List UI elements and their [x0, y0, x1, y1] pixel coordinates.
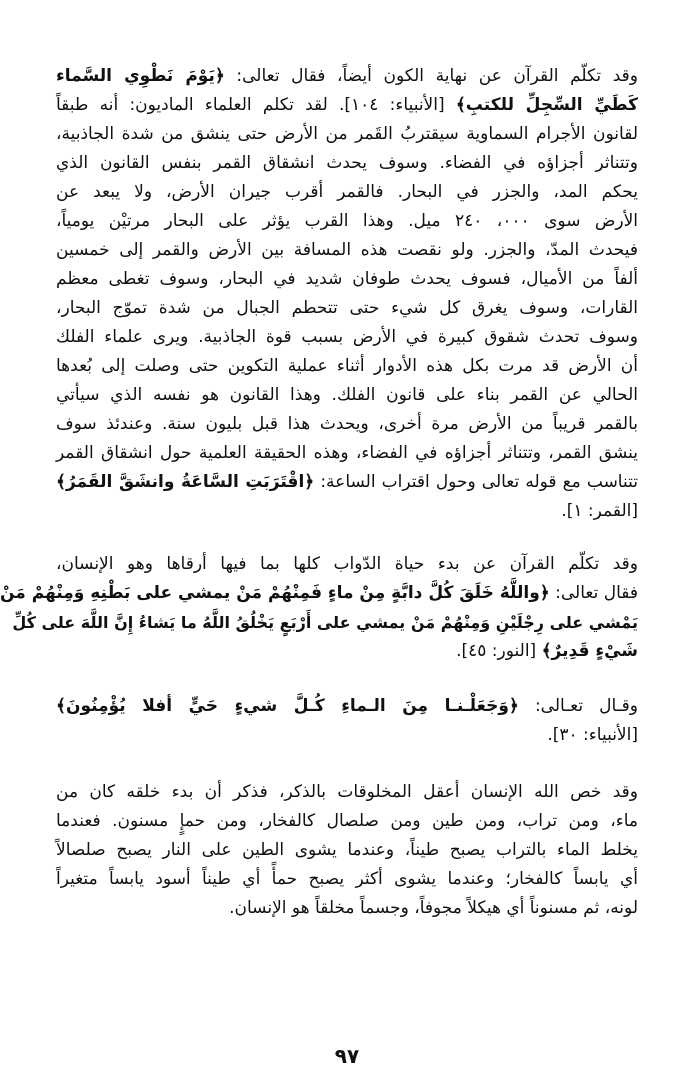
text-line	[56, 865, 638, 894]
text-line	[56, 894, 638, 923]
text-segment: يحكم المد، والجزر في البحار. فالقمر أقرب جيران الأرض، ولا يبعد عن	[56, 182, 638, 202]
text-line	[56, 468, 638, 497]
quran-verse: كَطَيِّ السِّجِلِّ للكتبِ﴾	[455, 95, 638, 115]
text-segment: [الأنبياء: ٣٠].	[547, 725, 638, 745]
quran-verse: شَيْءٍ قَدِيرٌ﴾	[541, 641, 638, 661]
text-segment: [النور: ٤٥].	[456, 641, 542, 661]
text-segment: وقد خص الله الإنسان أعقل المخلوقات بالذكر، فذكر أن بدء خلقه كان من	[56, 782, 638, 802]
quran-verse: ﴿اقْتَرَبَتِ السَّاعَةُ وانشَقَّ القَمَرُ﴾	[56, 472, 315, 492]
paragraph	[56, 692, 638, 750]
text-line	[56, 62, 638, 91]
text-line	[56, 836, 638, 865]
text-line	[56, 149, 638, 178]
text-segment: أي يابساً كالفخار؛ وعندما يشوى أكثر يصبح حمأً أي طيناً أسود يابساً متغيراً	[56, 869, 638, 889]
text-segment: لونه، ثم مسنوناً أي هيكلاً مجوفاً، وجسماً مخلقاً هو الإنسان.	[229, 898, 638, 918]
text-line	[56, 91, 638, 120]
text-line	[12, 608, 638, 637]
text-segment: وقد تكلّم القرآن عن نهاية الكون أيضاً، فقال تعالى:	[224, 66, 639, 86]
text-segment: فقال تعالى:	[549, 583, 638, 603]
quran-verse: ﴿يَوْمَ نَطْوِي السَّماء	[56, 66, 225, 86]
text-segment: القارات، وسوف يغرق كل شيء حتى تتحطم الجبال من شدة تموّج البحار،	[56, 298, 638, 318]
paragraph	[56, 778, 638, 923]
text-segment: فيحدث المدّ، والجزر. ولو نقصت هذه المسافة بين الأرض والقمر إلى خمسين	[56, 240, 638, 260]
text-line	[56, 352, 638, 381]
paragraph	[56, 62, 638, 526]
text-segment: ينشق القمر، وتتناثر أجزاؤه في الفضاء، وهذه الحقيقة العلمية حول انشقاق القمر	[56, 443, 638, 463]
text-line	[56, 294, 638, 323]
text-segment: تتناسب مع قوله تعالى وحول اقتراب الساعة:	[314, 472, 638, 492]
text-segment: وسوف تحدث شقوق كبيرة في الأرض بسبب قوة الجاذبية. ويرى علماء الفلك	[56, 327, 638, 347]
page-number: ٩٧	[334, 1044, 360, 1068]
text-segment: لقانون الأجرام السماوية سيقتربُ القَمر من الأرض حتى ينشق من شدة الجاذبية،	[56, 124, 638, 144]
text-line	[56, 381, 638, 410]
text-segment: [القمر: ١].	[561, 501, 638, 521]
text-segment: وتتناثر أجزاؤه في الفضاء. وسوف يحدث انشقاق القمر بنفس القانون الذي	[56, 153, 638, 173]
quran-verse: ﴿وَجَعَلْـنـا مِنَ الـماءِ كُـلَّ شيءٍ حَيٍّ أفلا يُؤْمِنُونَ﴾	[56, 696, 519, 716]
text-line	[56, 410, 638, 439]
quran-verse: يَمْشي على رِجْلَيْنِ وَمِنْهُمْ مَنْ يمشي على أَرْبَعٍ يَخْلُقُ اللَّهُ ما يَشاءُ إِنَّ اللَّهَ على كُلِّ	[12, 613, 638, 632]
text-segment: بالقمر قريباً من الأرض مرة أخرى، ويحدث هذا قبل بليون سنة. وعندئذ سوف	[56, 414, 638, 434]
text-line	[56, 550, 638, 579]
text-line	[56, 692, 638, 721]
text-segment: وقد تكلّم القرآن عن بدء حياة الدّواب كلها بما فيها أرقاها وهو الإنسان،	[56, 554, 638, 574]
text-segment: وقـال تعـالى:	[518, 696, 639, 716]
text-line	[56, 265, 638, 294]
body-text	[0, 62, 639, 923]
text-segment: ماء، ومن تراب، ومن طين ومن صلصال كالفخار، ومن حمإٍ مسنون. فعندما	[56, 811, 638, 831]
paragraph	[0, 550, 638, 666]
text-segment: يخلط الماء بالتراب يصبح طيناً، وعندما يشوى الطين على النار يصبح صلصالاً	[56, 840, 638, 860]
text-line	[0, 579, 638, 608]
text-line	[56, 207, 638, 236]
text-line	[56, 721, 638, 750]
paragraph-gap	[56, 750, 638, 778]
text-line	[56, 778, 638, 807]
text-line	[56, 439, 638, 468]
text-segment: ألفاً من الأميال، فسوف يحدث طوفان شديد في البحار، وسوف تغطى معظم	[56, 269, 638, 289]
text-segment: الأرض سوى ٠٠٠، ٢٤٠ ميل. وهذا القرب يؤثر على البحار مرتيْن يومياً،	[56, 211, 639, 231]
text-line	[56, 178, 638, 207]
text-line	[56, 637, 638, 666]
text-line	[56, 807, 638, 836]
text-segment: الحالي عن القمر بناء على قانون الفلك. وهذا القانون هو نفسه الذي سيأتي	[56, 385, 638, 405]
quran-verse: ﴿واللَّهُ خَلَقَ كُلَّ دابَّةٍ مِنْ ماءٍ فَمِنْهُمْ مَنْ يمشي على بَطْنِهِ وَمِنْهُمْ مَنْ	[0, 583, 550, 603]
paragraph-gap	[56, 526, 638, 550]
text-segment: أن الأرض قد مرت بكل هذه الأدوار أثناء عملية التكوين حتى وصلت إلى بُعدها	[56, 356, 638, 376]
text-line	[56, 323, 638, 352]
text-segment: [الأنبياء: ١٠٤]. لقد تكلم العلماء الماديون: أنه طبقاً	[56, 95, 456, 115]
text-line	[56, 236, 638, 265]
paragraph-gap	[56, 666, 638, 692]
text-line	[56, 120, 638, 149]
text-line	[56, 497, 638, 526]
